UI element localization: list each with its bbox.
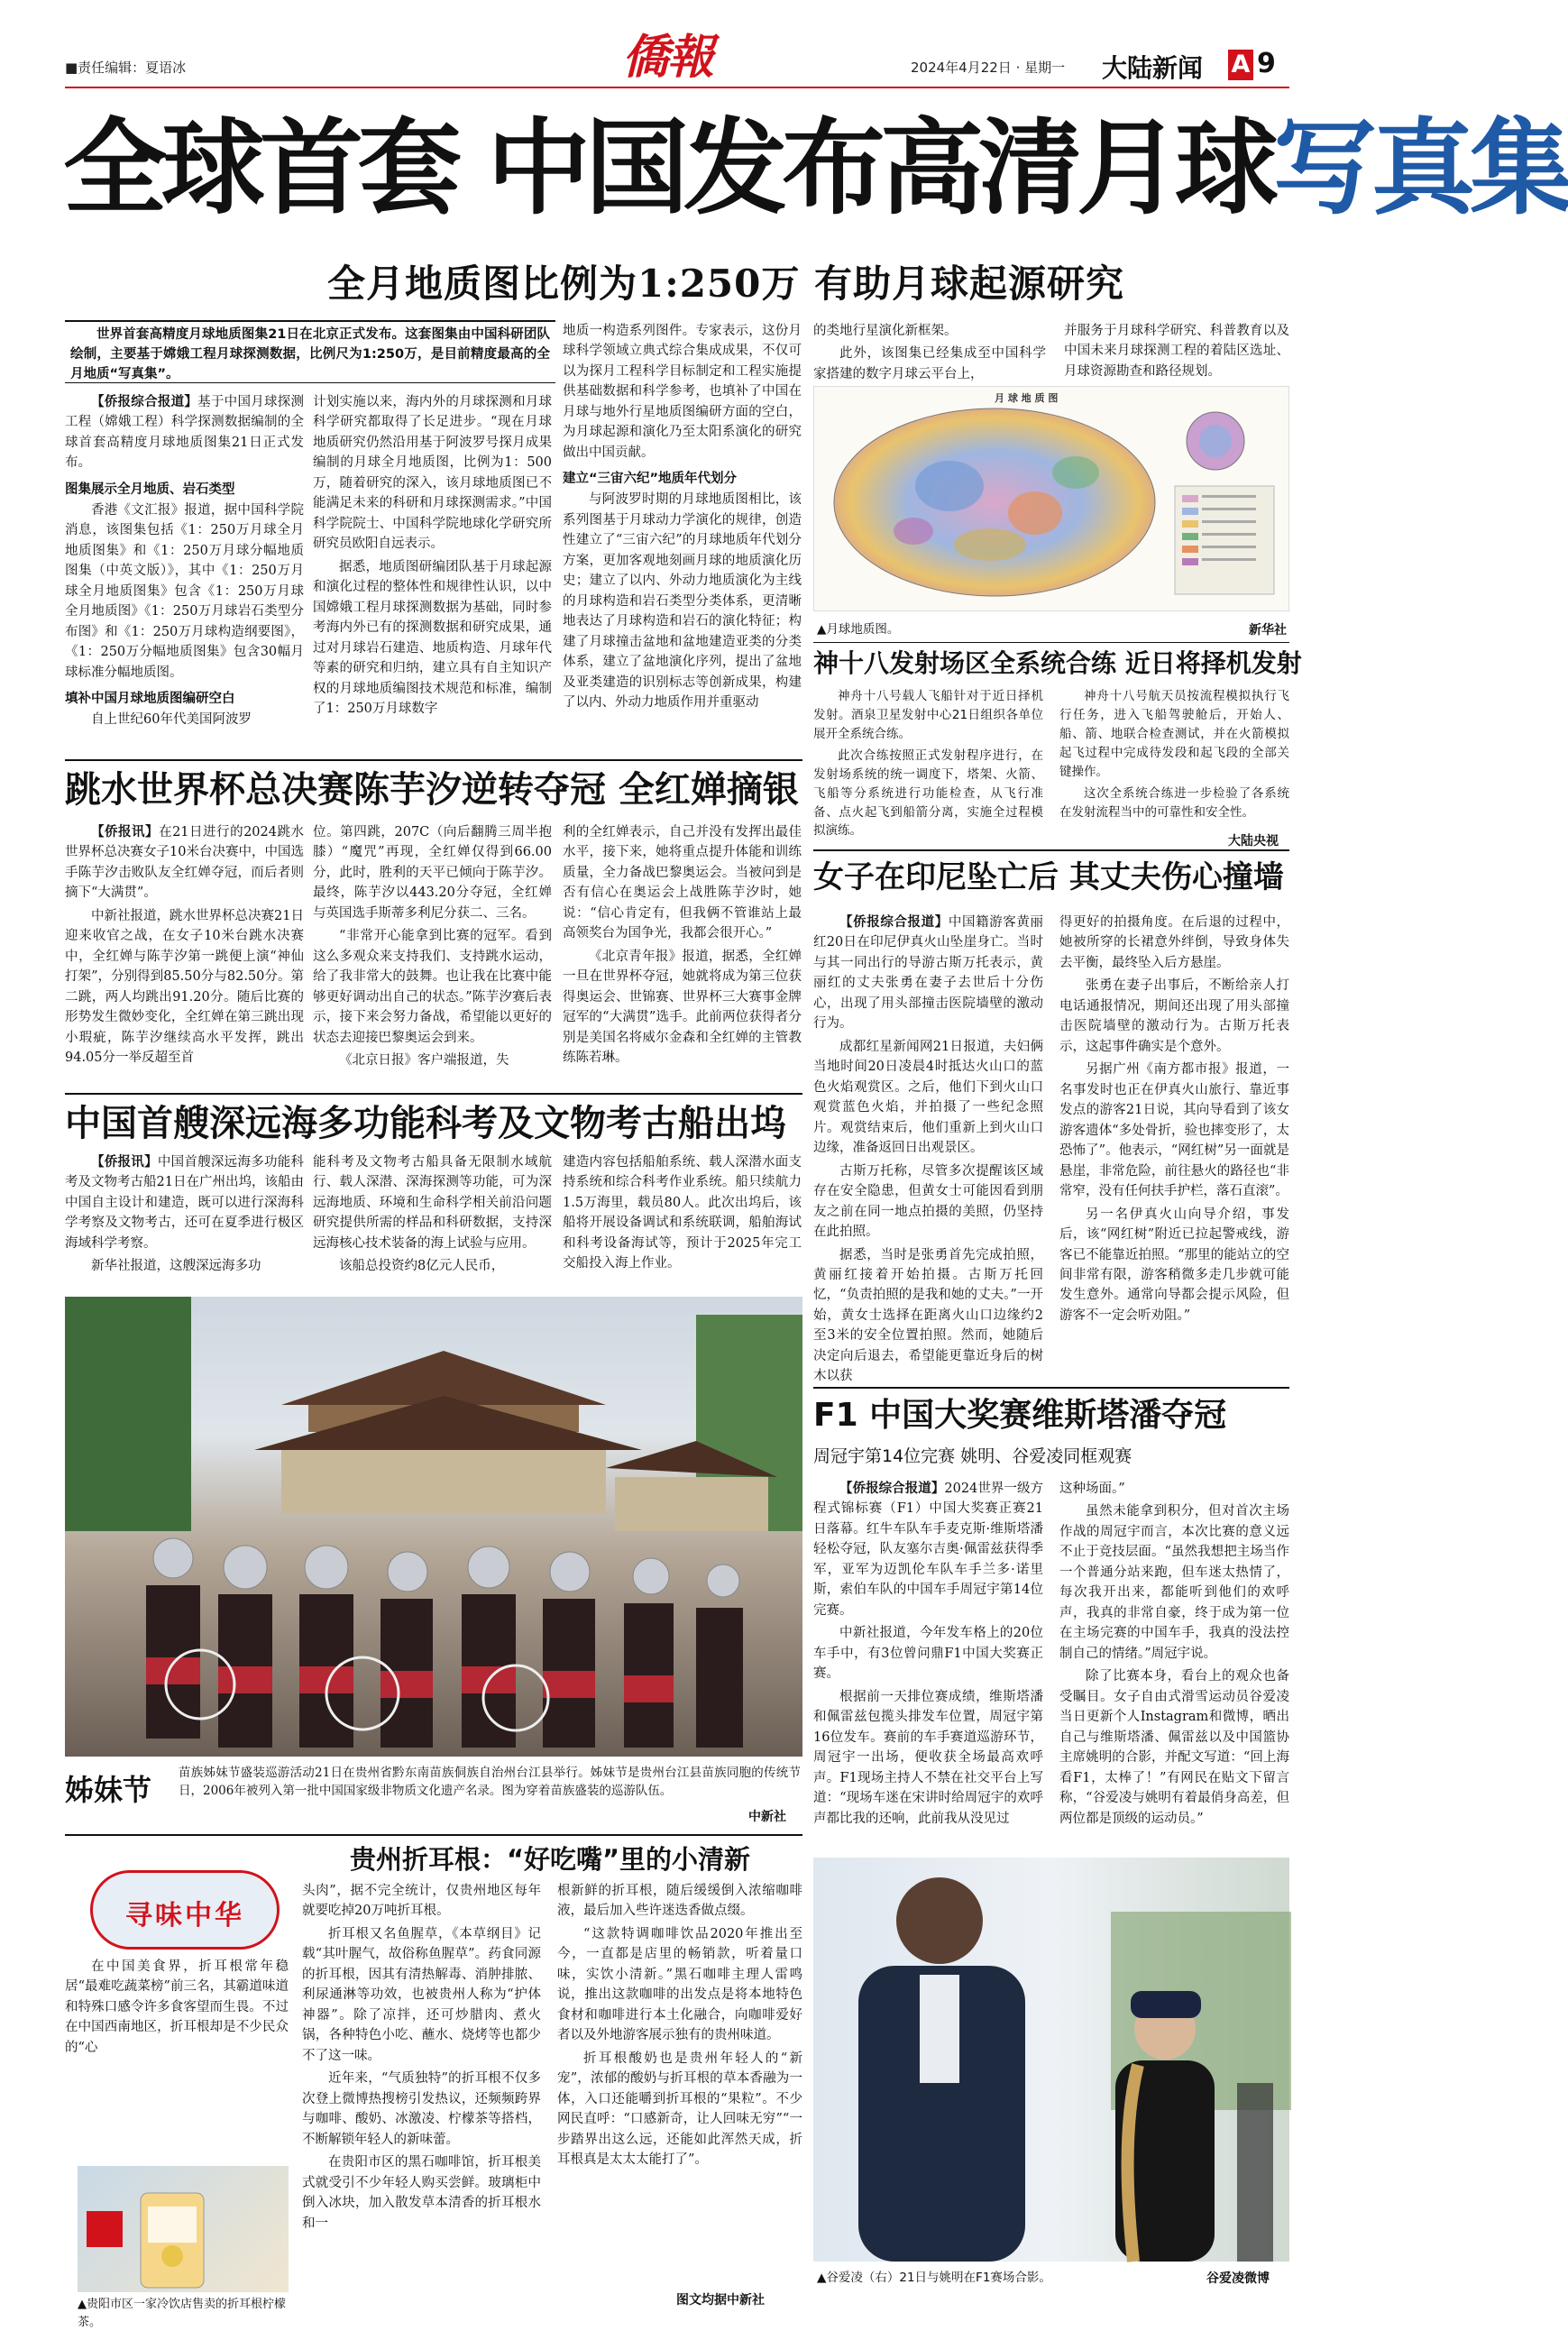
diving-paragraph: “非常开心能拿到比赛的冠军。看到这么多观众来支持我们、支持跳水运动，给了我非常大的鼓舞。也让我在比赛中能够更好调动出自己的状态。”陈芋汐赛后表示，接下来会努力备战，希望能以更好的状态去迎接巴黎奥运会到来。 xyxy=(313,929,552,1045)
f1-tag: 【侨报综合报道】 xyxy=(839,1482,945,1496)
guizhou-paragraph: 近年来，“气质独特”的折耳根不仅多次登上微博热搜榜引发热议，还频频跨界与咖啡、酸奶、冰激凌、柠檬茶等搭档，不断解锁年轻人的新味蕾。 xyxy=(302,2071,541,2147)
diving-col-3 xyxy=(563,822,802,1093)
lemon-tea-graphic xyxy=(78,2166,289,2292)
ship-paragraph: 新华社报道，这艘深远海多功 xyxy=(91,1259,261,1274)
moon-map-caption: ▲月球地质图。 xyxy=(817,622,900,637)
guizhou-paragraph: 在中国美食界，折耳根常年稳居“最难吃蔬菜榜”前三名，其霸道味道和特殊口感令许多食客望而生畏。不过在中国西南地区，折耳根却是不少民众的“心 xyxy=(65,1959,289,2055)
lead-paragraph: 此外，该图集已经集成至中国科学家搭建的数字月球云平台上， xyxy=(813,346,1046,381)
shenzhou-paragraph: 神舟十八号载人飞船针对于近日择机发射。酒泉卫星发射中心21日组织各单位展开全系统合练。 xyxy=(813,689,1043,741)
f1-paragraph: 中新社报道，今年发车格上的20位车手中，有3位曾问鼎F1中国大奖赛正赛。 xyxy=(813,1626,1043,1682)
f1-photo-caption: ▲谷爱凌（右）21日与姚明在F1赛场合影。 xyxy=(817,2271,1051,2285)
diving-col-2 xyxy=(313,822,552,1093)
festival-credit: 中新社 xyxy=(748,1810,786,1824)
festival-scene-graphic xyxy=(65,1297,802,1757)
lead-paragraph: 地质一构造系列图件。专家表示，这份月球科学领域立典式综合集成成果，不仅可以为探月工程科学目标制定和工程实施提供基础数据和科学参考，也填补了中国在月球与地外行星地质图编研方面的空白，为月球起源和演化乃至太阳系演化的研究做出中国贡献。 xyxy=(563,324,802,460)
woman-paragraph xyxy=(813,913,1043,1034)
woman-text: 中国籍游客黄丽红20日在印尼伊真火山坠崖身亡。当时与其一同出行的导游古斯万托表示，黄丽红的丈夫张勇在妻子去世后十分伤心，出现了用头部撞击医院墙壁的激动行为。 xyxy=(813,915,1044,1032)
f1-text: 2024世界一级方程式锦标赛（F1）中国大奖赛正赛21日落幕。红牛车队车手麦克斯·维斯塔潘轻松夺冠，队友塞尔吉奥·佩雷兹获得季军，亚军为迈凯伦车队车手兰多·诺里斯，索伯车队的中国车手周冠宇第14位完赛。 xyxy=(813,1482,1044,1618)
section-name: 大陆新闻 xyxy=(1102,53,1204,83)
guizhou-col-3 xyxy=(557,1881,802,2305)
ship-col-2 xyxy=(313,1152,552,1288)
guizhou-paragraph: 折耳根酸奶也是贵州年轻人的“新宠”，浓郁的酸奶与折耳根的草本香融为一体，入口还能嚼到折耳根的“果粒”。不少网民直呼：“口感新奇，让人回味无穷”“一步踏界出这么远，还能如此浑然天成，折耳根真是太太太能打了”。 xyxy=(557,2051,802,2168)
woman-paragraph: 据悉，当时是张勇首先完成拍照，黄丽红接着开始拍摄。古斯万托回忆，“负责拍照的是我和她的丈夫。”一开始，黄女士选择在距离火山口边缘约2至3米的安全位置拍照。然而，她随后决定向后退去，希望能更靠近身后的树木以获 xyxy=(813,1247,1043,1384)
shenzhou-paragraph: 神舟十八号航天员按流程模拟执行飞行任务，进入飞船驾驶舱后，开始人、船、箭、地联合检查测试，并在火箭模拟起飞过程中完成待发段和起飞段的全部关键操作。 xyxy=(1059,689,1289,779)
lead-paragraph: 香港《文汇报》报道，据中国科学院消息，该图集包括《1：250万月球全月地质图集》和《1：250万月球分幅地质图集（中英文版）》，其中《1：250万月球全月地质图集》包含《1：250万月球全月地质图》《1：250万月球岩石类型分布图》和《1：250万月球构造纲要图》，《1：250万分幅地质图集》包含30幅月球标准分幅地质图。 xyxy=(65,502,304,680)
lead-col-5 xyxy=(1064,321,1289,377)
editor-credit: ■责任编辑：夏语冰 xyxy=(65,60,187,76)
woman-paragraph: 另据广州《南方都市报》报道，一名事发时也正在伊真火山旅行、靠近事发点的游客21日说，其向导看到了该女游客遗体“多处骨折，验也摔变形了，太恐怖了”。他表示，“网红树”另一面就是悬崖，非常危险，前往悬火的路径也“非常窄，没有任何扶手护栏，落石直滚”。 xyxy=(1059,1062,1289,1199)
lemon-tea-photo xyxy=(78,2166,289,2292)
page-letter-badge: A xyxy=(1228,50,1253,80)
ship-paragraph: 该船总投资约8亿元人民币， xyxy=(339,1259,505,1274)
lead-paragraph: 并服务于月球科学研究、科普教育以及中国未来月球探测工程的着陆区选址、月球资源勘查和路径规划。 xyxy=(1064,324,1289,379)
woman-paragraph: 另一名伊真火山向导介绍，事发后，该“网红树”附近已拉起警戒线，游客已不能靠近拍照。“那里的能站立的空间非常有限，游客稍微多走几步就可能发生意外。通常向导都会提示风险，但游客不一定会听劝阻。” xyxy=(1059,1207,1289,1323)
moon-map-credit: 新华社 xyxy=(1249,623,1287,638)
guizhou-col-1 xyxy=(65,1957,289,2164)
lead-paragraph: 自上世纪60年代美国阿波罗 xyxy=(91,712,252,728)
lead-headline xyxy=(63,101,1568,245)
guizhou-paragraph: “这款特调咖啡饮品2020年推出至今，一直都是店里的畅销款，听着量口味，实饮小清新。”黑石咖啡主理人雷鸣说，推出这款咖啡的出发点是将本地特色食材和咖啡进行本土化融合，向咖啡爱好者以及外地游客展示独有的贵州味道。 xyxy=(557,1926,802,2043)
lead-subhead: 填补中国月球地质图编研空白 xyxy=(65,692,235,707)
diving-paragraph xyxy=(65,822,304,904)
woman-paragraph: 张勇在妻子出事后，不断给亲人打电话通报情况，期间还出现了用头部撞击医院墙壁的激动行为。古斯万托表示，这起事件确实是个意外。 xyxy=(1059,978,1289,1054)
issue-date: 2024年4月22日 · 星期一 xyxy=(911,60,1066,76)
f1-headline: F1 中国大奖赛维斯塔潘夺冠 xyxy=(813,1397,1227,1434)
ship-paragraph xyxy=(65,1152,304,1253)
divider xyxy=(65,1834,802,1836)
newspaper-logo[interactable]: 僑報 xyxy=(622,30,713,85)
guizhou-credit: 图文均据中新社 xyxy=(676,2293,765,2308)
lead-paragraph: 的类地行星演化新框架。 xyxy=(813,324,958,338)
ship-tag: 【侨报讯】 xyxy=(91,1155,158,1170)
divider xyxy=(813,642,1289,643)
ship-col-1 xyxy=(65,1152,304,1288)
lead-paragraph xyxy=(65,392,304,473)
diving-headline: 跳水世界杯总决赛陈芋汐逆转夺冠 全红婵摘银 xyxy=(65,769,799,811)
woman-headline: 女子在印尼坠亡后 其丈夫伤心撞墙 xyxy=(813,859,1284,895)
diving-paragraph: 中新社报道，跳水世界杯总决赛21日迎来收官之战，在女子10米台跳水决赛中，全红婵与陈芋汐第一跳便上演“神仙打架”，分别得到85.50分与82.50分。第二跳，两人均跳出91.20分。随后比赛的形势发生微妙变化，全红婵在第三跳出现小瑕疵，陈芋汐继续高水平发挥，跳出94.05分一举反超至首 xyxy=(65,908,304,1066)
masthead-rule xyxy=(65,87,1289,88)
diving-paragraph: 《北京青年报》报道，据悉，全红婵一旦在世界杯夺冠，她就将成为第三位获得奥运会、世锦赛、世界杯三大赛事金牌冠军的“大满贯”选手。此前两位获得者分别是美国名将威尔金森和全红婵的主管教练陈若琳。 xyxy=(563,949,802,1066)
lead-headline-blue: 写真集 xyxy=(1273,108,1568,229)
moon-map-graphic xyxy=(814,387,1290,612)
lead-col-1 xyxy=(65,392,304,757)
f1-paragraph: 这种场面。” xyxy=(1059,1482,1125,1496)
lead-col-4 xyxy=(813,321,1046,381)
guizhou-paragraph: 根新鲜的折耳根，随后缓缓倒入浓缩咖啡液，最后加入些许迷迭香做点缀。 xyxy=(557,1884,802,1919)
f1-photo xyxy=(813,1858,1289,2262)
guizhou-paragraph: 折耳根又名鱼腥草，《本草纲目》记载“其叶腥气，故俗称鱼腥草”。药食同源的折耳根，因其有清热解毒、消肿排脓、利尿通淋等功效，也被贵州人称为“护体神器”。除了凉拌，还可炒腊肉、煮火锅，各种特色小吃、蘸水、烧烤等也都少不了这一味。 xyxy=(302,1926,541,2063)
shenzhou-col-2 xyxy=(1059,687,1289,846)
divider xyxy=(65,759,802,761)
festival-tag: 姊妹节 xyxy=(65,1773,152,1807)
lemon-tea-caption: ▲贵阳市区一家冷饮店售卖的折耳根柠檬茶。 xyxy=(78,2298,286,2329)
lead-summary: 世界首套高精度月球地质图集21日在北京正式发布。这套图集由中国科研团队绘制，主要基于嫦娥工程月球探测数据，比例尺为1:250万，是目前精度最高的全月地质“写真集”。 xyxy=(70,327,550,381)
moon-map-title: 月 球 地 质 图 xyxy=(995,392,1059,404)
f1-paragraph: 根据前一天排位赛成绩，维斯塔潘和佩雷兹包揽头排发车位置，周冠宇第16位发车。赛前的车手赛道巡游环节，周冠宇一出场，便收获全场最高欢呼声。F1现场主持人不禁在社交平台上写道：“现场车迷在宋讲时给周冠宇的欢呼声都比我的还响，此前我从没见过 xyxy=(813,1689,1043,1826)
shenzhou-paragraph: 此次合练按照正式发射程序进行，在发射场系统的统一调度下，塔架、火箭、飞船等分系统进行功能检查，从飞行准备、点火起飞到船箭分离，实施全过程模拟演练。 xyxy=(813,748,1043,839)
woman-col-1 xyxy=(813,913,1043,1383)
shenzhou-col-1 xyxy=(813,687,1043,846)
ship-headline: 中国首艘深远海多功能科考及文物考古船出坞 xyxy=(65,1103,786,1144)
guizhou-badge xyxy=(90,1870,280,1950)
diving-tag: 【侨报讯】 xyxy=(91,825,160,840)
woman-paragraph: 古斯万托称，尽管多次提醒该区域存在安全隐患，但黄女士可能因看到朋友之前在同一地点拍摄的美照，仍坚持在此拍照。 xyxy=(813,1163,1043,1240)
diving-paragraph: 利的全红婵表示，自己并没有发挥出最佳水平，接下来，她将重点提升体能和训练质量，全力备战巴黎奥运会。当被问到是否有信心在奥运会上战胜陈芋汐时，她说：“信心肯定有，但我俩不管谁站上最高领奖台为国争光，我都会很开心。” xyxy=(563,825,802,941)
moon-map-image xyxy=(813,386,1289,611)
lead-subhead: 建立“三宙六纪”地质年代划分 xyxy=(563,472,738,487)
lead-summary-box xyxy=(65,320,555,383)
diving-text: 在21日进行的2024跳水世界杯总决赛女子10米台决赛中，中国选手陈芋汐击败队友全红婵夺冠，而后者则摘下“大满贯”。 xyxy=(65,825,305,901)
f1-subheadline: 周冠宇第14位完赛 姚明、谷爱凌同框观赛 xyxy=(813,1446,1132,1466)
shenzhou-headline: 神十八发射场区全系统合练 近日将择机发射 xyxy=(813,648,1302,678)
ship-col-3 xyxy=(563,1152,802,1288)
festival-caption: 苗族姊妹节盛装巡游活动21日在贵州省黔东南苗族侗族自治州台江县举行。姊妹节是贵州台江县苗族同胞的传统节日，2006年被列入第一批中国国家级非物质文化遗产名录。图为穿着苗族盛装的巡游队伍。 xyxy=(179,1766,801,1799)
lead-paragraph: 与阿波罗时期的月球地质图相比，该系列图基于月球动力学演化的规律，创造性建立了“三宙六纪”的月球地质年代划分方案，更加客观地刻画月球的地质演化历史；建立了以内、外动力地质演化为主线的月球构造和岩石类型分类体系，更清晰地表达了月球构造和岩石的演化特征；构建了月球撞击盆地和盆地建造亚类的分类体系，建立了盆地演化序列，提出了盆地及亚类建造的识别标志等创新成果，构建了以内、外动力地质作用并重驱动 xyxy=(563,492,802,710)
divider xyxy=(813,1387,1289,1389)
lead-headline-black: 全球首套 中国发布高清月球 xyxy=(63,108,1274,229)
shenzhou-credit: 大陆央视 xyxy=(1228,834,1279,849)
woman-paragraph: 成都红星新闻网21日报道，夫妇俩当地时间20日凌晨4时抵达火山口的蓝色火焰观赏区。之后，他们下到火山口观赏蓝色火焰，并拍摄了一些纪念照片。观赏结束后，他们重新上到火山口边缘，准备返回日出观景区。 xyxy=(813,1039,1043,1156)
ship-paragraph: 能科考及文物考古船具备无限制水域航行、载人深潜、深海探测等功能，可为深远海地质、环境和生命科学相关前沿问题研究提供所需的样品和科研数据，支持深远海核心技术装备的海上试验与应用。 xyxy=(313,1155,552,1251)
diving-paragraph: 位。第四跳，207C（向后翻腾三周半抱膝）“魔咒”再现，全红婵仅得到66.00分，此时，胜利的天平已倾向于陈芋汐。最终，陈芋汐以443.20分夺冠，全红婵与英国选手斯蒂多利尼分获二、三名。 xyxy=(313,825,552,921)
f1-paragraph: 除了比赛本身，看台上的观众也备受瞩目。女子自由式滑雪运动员谷爱凌当日更新个人Instagram和微博，晒出自己与维斯塔潘、佩雷兹以及中国篮协主席姚明的合影，并配文写道：“回上海看F1，太棒了！”有网民在贴文下留言称，“谷爱凌与姚明有着最俏身高差，但两位都是顶级的运动员。” xyxy=(1059,1669,1289,1826)
f1-photo-credit: 谷爱凌微博 xyxy=(1206,2271,1270,2286)
diving-col-1 xyxy=(65,822,304,1093)
lead-col-2 xyxy=(313,392,552,757)
shenzhou-paragraph: 这次全系统合练进一步检验了各系统在发射流程当中的可靠性和安全性。 xyxy=(1059,785,1289,820)
guizhou-paragraph: 在贵阳市区的黑石咖啡馆，折耳根美式就受引不少年轻人购买尝鲜。玻璃柜中倒入冰块，加入散发草本清香的折耳根水和一 xyxy=(302,2155,541,2231)
f1-paragraph: 虽然未能拿到积分，但对首次主场作战的周冠宇而言，本次比赛的意义远不止于竞技层面。“虽然我想把主场当作一个普通分站来跑，但车迷太热情了，每次我开出来，都能听到他们的欢呼声，我真的非常自豪，终于成为第一位在主场完赛的中国车手，我真的没法控制自己的情绪。”周冠宇说。 xyxy=(1059,1504,1289,1661)
f1-photo-graphic xyxy=(813,1858,1289,2262)
f1-col-2 xyxy=(1059,1479,1289,1849)
divider xyxy=(65,1093,802,1095)
lead-subhead: 图集展示全月地质、岩石类型 xyxy=(65,482,235,497)
diving-paragraph: 《北京日报》客户端报道，失 xyxy=(339,1053,509,1069)
woman-col-2 xyxy=(1059,913,1289,1383)
guizhou-col-2 xyxy=(302,1881,541,2305)
woman-paragraph: 得更好的拍摄角度。在后退的过程中，她被所穿的长裙意外绊倒，导致身体失去平衡，最终坠入后方悬崖。 xyxy=(1059,915,1289,970)
lead-paragraph: 计划实施以来，海内外的月球探测和月球科学研究都取得了长足进步。“现在月球地质研究仍然沿用基于阿波罗号探月成果编制的月球全月地质图，比例为1：500万，随着研究的深入，该月球地质图已不能满足未来的科研和月球探测需求。”中国科学院院士、中国科学院地球化学研究所研究员欧阳自远表示。 xyxy=(313,395,552,552)
sisters-festival-photo xyxy=(65,1297,802,1757)
lead-text: 基于中国月球探测工程（嫦娥工程）科学探测数据编制的全球首套高精度月球地质图集21日正式发布。 xyxy=(65,395,305,471)
guizhou-paragraph: 头肉”，据不完全统计，仅贵州地区每年就要吃掉20万吨折耳根。 xyxy=(302,1884,541,1919)
guizhou-badge-label: 寻味中华 xyxy=(125,1900,244,1932)
f1-col-1 xyxy=(813,1479,1043,1849)
ship-paragraph: 建造内容包括船舶系统、载人深潜水面支持系统和综合科考作业系统。船只续航力1.5万海里，载员80人。此次出坞后，该船将开展设备调试和系统联调，船舶海试和科考设备海试等，预计于2025年完工交船投入海上作业。 xyxy=(563,1155,802,1271)
lead-col-3 xyxy=(563,321,802,757)
page-number: 9 xyxy=(1257,48,1276,79)
lead-subheadline: 全月地质图比例为1:250万 有助月球起源研究 xyxy=(326,262,1125,306)
f1-paragraph xyxy=(813,1479,1043,1620)
lead-tag: 【侨报综合报道】 xyxy=(91,395,198,409)
ship-text: 中国首艘深远海多功能科考及文物考古船21日在广州出坞，该船由中国自主设计和建造，既可以进行深海科学考察及文物考古，还可在夏季进行极区海域科学考察。 xyxy=(65,1155,305,1251)
woman-tag: 【侨报综合报道】 xyxy=(839,915,949,930)
divider xyxy=(813,849,1289,851)
lead-paragraph: 据悉，地质图研编团队基于月球起源和演化过程的整体性和规律性认识，以中国嫦娥工程月球探测数据为基础，同时参考海内外已有的探测数据和研究成果，通过对月球岩石建造、地质构造、月球年代等素的研究和归纳，建立具有自主知识产权的月球地质编图技术规范和标准，编制了1：250万月球数字 xyxy=(313,559,552,717)
guizhou-headline: 贵州折耳根：“好吃嘴”里的小清新 xyxy=(349,1844,751,1875)
